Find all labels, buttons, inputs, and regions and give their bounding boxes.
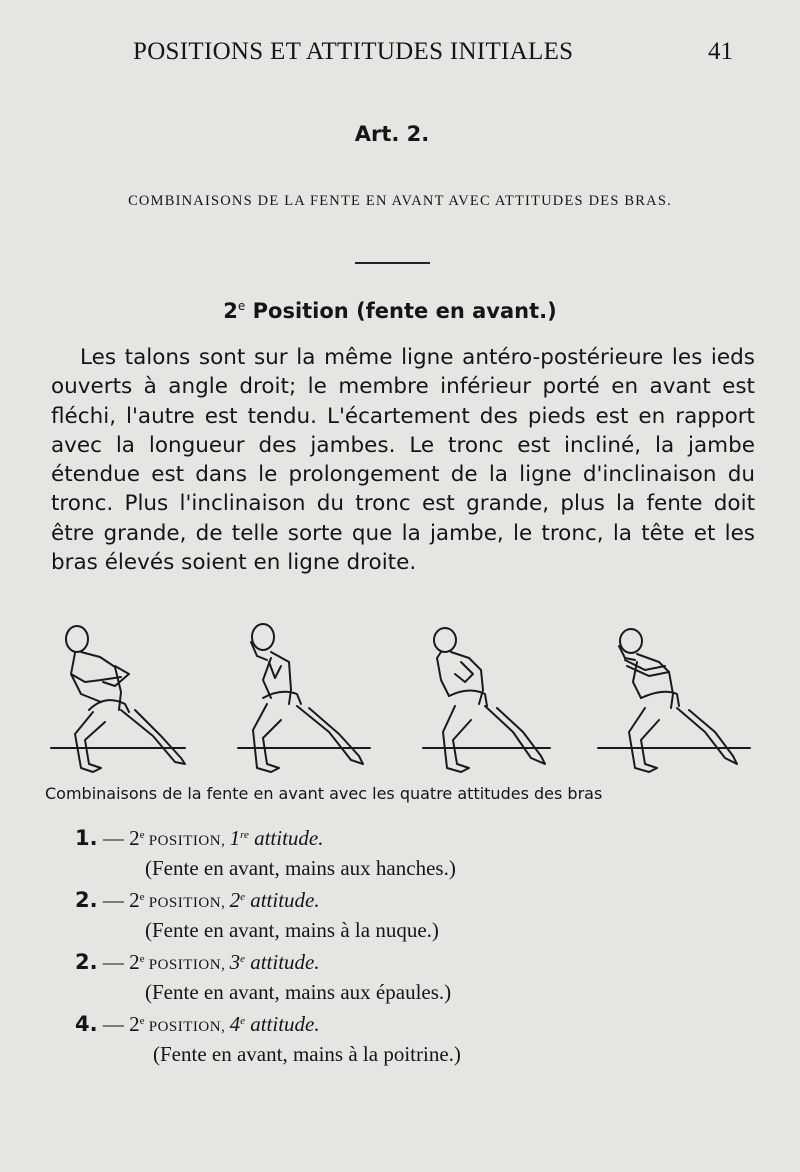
entry-number: 1.	[75, 826, 98, 850]
position-title-text: Position (fente en avant.)	[245, 299, 557, 323]
entry-heading	[75, 826, 675, 856]
list-item	[75, 888, 675, 950]
entry-dash: —	[97, 826, 130, 850]
figure-caption: Combinaisons de la fente en avant avec les quatre attitudes des bras	[45, 784, 603, 803]
page-number: 41	[708, 38, 733, 65]
figure-mains-a-la-poitrine	[619, 629, 737, 772]
attitude-superscript: re	[240, 829, 249, 841]
attitude-number: 1	[229, 826, 241, 850]
attitude-number: 3	[229, 950, 241, 974]
position-label: POSITION,	[144, 833, 230, 849]
section-title: COMBINAISONS DE LA FENTE EN AVANT AVEC ATTITUDES DES BRAS.	[128, 193, 672, 209]
position-superscript: e	[139, 891, 145, 903]
running-title: POSITIONS ET ATTITUDES INITIALES	[133, 38, 574, 65]
entry-dash: —	[97, 950, 130, 974]
entry-heading	[75, 950, 675, 980]
attitude-number: 4	[229, 1012, 241, 1036]
list-item	[75, 1012, 675, 1074]
position-superscript: e	[139, 1015, 145, 1027]
entry-number: 2.	[75, 888, 98, 912]
entry-dash: —	[97, 888, 130, 912]
entry-description: (Fente en avant, mains à la nuque.)	[145, 918, 439, 942]
position-number: 2	[129, 950, 140, 974]
list-item	[75, 826, 675, 888]
position-superscript: e	[139, 829, 145, 841]
attitude-label: attitude.	[244, 950, 320, 974]
entry-dash: —	[97, 1012, 130, 1036]
position-superscript: e	[139, 953, 145, 965]
attitude-superscript: e	[240, 1015, 245, 1027]
position-superscript: e	[237, 299, 246, 313]
paragraph-text: Les talons sont sur la même ligne antéro-postérieure les ieds ouverts à angle droit; le membre inférieur porté en avant est fléchi, l'autre est tendu. L'écartement des pieds est en rapport avec la longueur des jambes. Le tronc est incliné, la jambe étendue est dans le prolongement de la ligne d'inclinaison du tronc. Plus l'inclinaison du tronc est grande, plus la fente doit être grande, de telle sorte que la jambe, le tronc, la tête et les bras élevés soient en ligne droite.	[51, 345, 755, 576]
entry-heading	[75, 888, 675, 918]
entry-description: (Fente en avant, mains aux épaules.)	[145, 980, 452, 1004]
attitude-number: 2	[229, 888, 241, 912]
exercise-list	[75, 826, 675, 1074]
attitude-label: attitude.	[244, 888, 320, 912]
position-title	[0, 299, 780, 323]
position-number: 2	[129, 826, 140, 850]
figure-mains-a-la-nuque	[251, 624, 363, 772]
attitude-label: attitude.	[248, 826, 324, 850]
position-number: 2	[223, 299, 238, 323]
list-item	[75, 950, 675, 1012]
figure-mains-aux-hanches	[66, 626, 185, 772]
entry-number: 2.	[75, 950, 98, 974]
entry-description: (Fente en avant, mains aux hanches.)	[145, 856, 456, 880]
position-number: 2	[129, 888, 140, 912]
attitude-superscript: e	[240, 891, 245, 903]
article-title: Art. 2.	[354, 122, 430, 146]
figure-illustrations	[45, 622, 755, 782]
attitude-superscript: e	[240, 953, 245, 965]
entry-heading	[75, 1012, 675, 1042]
body-paragraph	[51, 343, 755, 577]
position-label: POSITION,	[144, 1019, 230, 1035]
entry-description: (Fente en avant, mains à la poitrine.)	[153, 1042, 461, 1066]
entry-number: 4.	[75, 1012, 98, 1036]
attitude-label: attitude.	[244, 1012, 320, 1036]
position-label: POSITION,	[144, 895, 230, 911]
position-label: POSITION,	[144, 957, 230, 973]
position-number: 2	[129, 1012, 140, 1036]
figure-mains-aux-epaules	[434, 628, 545, 772]
divider-rule	[355, 262, 430, 264]
